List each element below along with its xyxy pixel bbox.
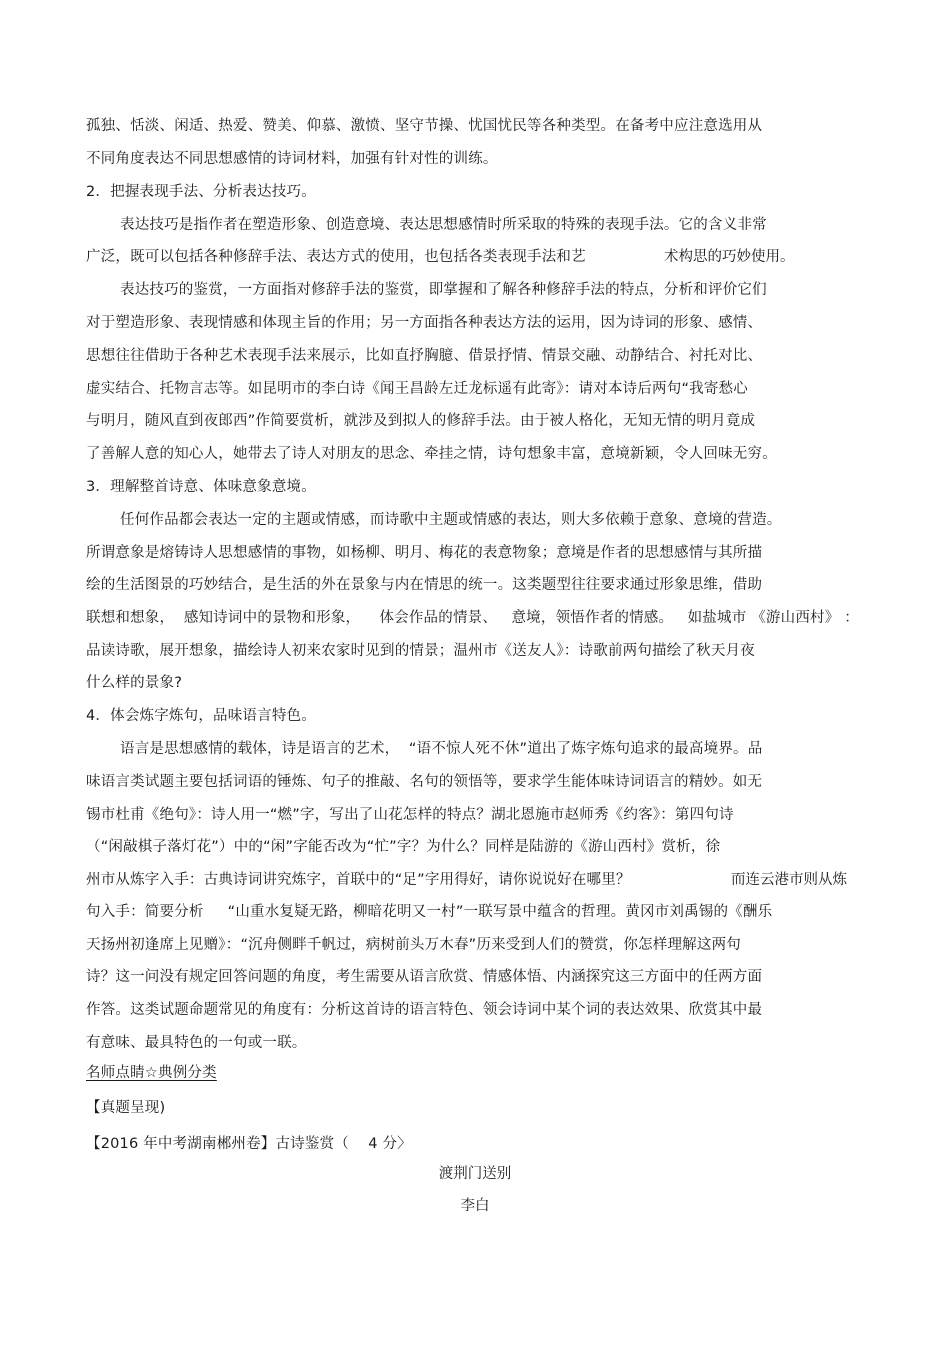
poem-title: 渡荆门送别 <box>438 1166 512 1182</box>
section-4-line-4: （“闲敲棋子落灯花”）中的“闲”字能否改为“忙”字？为什么？同样是陆游的《游山西村》赏析，徐 <box>86 839 721 855</box>
section-2-para-2-line-1: 表达技巧的鉴赏，一方面指对修辞手法的鉴赏，即掌握和了解各种修辞手法的特点，分析和评价它们 <box>120 282 767 298</box>
section-3-line-4: 联想和想象， 感知诗词中的景物和形象， 体会作品的情景、 意境，领悟作者的情感。 如盐城市 《游山西村》 ： <box>86 610 859 626</box>
section-4-line-7: 天扬州初逢席上见赠》：“沉舟侧畔千帆过，病树前头万木春”历来受到人们的赞赏，你怎样理解这两句 <box>86 937 741 953</box>
section-4-line-6: 句入手：简要分析 “山重水复疑无路，柳暗花明又一村”一联写景中蕴含的哲理。黄冈市刘禹锡的《酬乐 <box>86 904 773 920</box>
section-4-line-3: 锡市杜甫《绝句》：诗人用一“燃”字，写出了山花怎样的特点？湖北恩施市赵师秀《约客》：第四句诗 <box>86 807 734 823</box>
section-4-line-5a: 州市从炼字入手：古典诗词讲究炼字，首联中的“足”字用得好，请你说说好在哪里？ <box>86 872 631 888</box>
intro-line-2: 不同角度表达不同思想感情的诗词材料，加强有针对性的训练。 <box>86 151 498 167</box>
section-2-para-1-line-2a: 广泛，既可以包括各种修辞手法、表达方式的使用，也包括各类表现手法和艺 <box>86 249 586 265</box>
intro-line-1: 孤独、恬淡、闲适、热爱、赞美、仰慕、激愤、坚守节操、忧国忧民等各种类型。在备考中应注意选用从 <box>86 118 763 134</box>
section-2-para-1-line-1: 表达技巧是指作者在塑造形象、创造意境、表达思想感情时所采取的特殊的表现手法。它的含义非常 <box>120 217 767 233</box>
section-title: 名师点睛☆典例分类 <box>86 1065 217 1081</box>
section-3-line-6: 什么样的景象? <box>86 675 183 691</box>
section-4-line-5b: 而连云港市则从炼 <box>731 872 847 888</box>
section-4-line-2: 味语言类试题主要包括词语的锤炼、句子的推敲、名句的领悟等，要求学生能体味诗词语言的精妙。如无 <box>86 774 763 790</box>
poem-author: 李白 <box>460 1198 490 1214</box>
real-exam-label: 【真题呈现) <box>86 1100 166 1116</box>
section-4-line-8: 诗？这一问没有规定回答问题的角度，考生需要从语言欣赏、情感体悟、内涵探究这三方面中的任两方面 <box>86 969 763 985</box>
section-2-heading: 2．把握表现手法、分析表达技巧。 <box>86 184 316 200</box>
section-3-line-3: 绘的生活图景的巧妙结合，是生活的外在景象与内在情思的统一。这类题型往往要求通过形象思维，借助 <box>86 577 763 593</box>
section-3-line-5: 品读诗歌，展开想象，描绘诗人初来农家时见到的情景；温州市《送友人》：诗歌前两句描绘了秋天月夜 <box>86 643 755 659</box>
section-2-para-2-line-2: 对于塑造形象、表现情感和体现主旨的作用；另一方面指各种表达方法的运用，因为诗词的形象、感情、 <box>86 315 763 331</box>
section-3-line-1: 任何作品都会表达一定的主题或情感，而诗歌中主题或情感的表达，则大多依赖于意象、意境的营造。 <box>120 512 782 528</box>
section-3-line-2: 所谓意象是熔铸诗人思想感情的事物，如杨柳、明月、梅花的表意物象；意境是作者的思想感情与其所描 <box>86 545 763 561</box>
section-2-para-2-line-3: 思想往往借助于各种艺术表现手法来展示，比如直抒胸臆、借景抒情、情景交融、动静结合、衬托对比、 <box>86 348 763 364</box>
section-2-para-2-line-5: 与明月，随风直到夜郎西”作简要赏析，就涉及到拟人的修辞手法。由于被人格化，无知无情的明月竟成 <box>86 413 756 429</box>
section-2-para-2-line-4: 虚实结合、托物言志等。如昆明市的李白诗《闻王昌龄左迁龙标遥有此寄》：请对本诗后两句“我寄愁心 <box>86 381 748 397</box>
exam-source-line: 【2016 年中考湖南郴州卷】古诗鉴赏（ 4 分〉 <box>86 1136 412 1152</box>
section-2-para-1-line-2b: 术构思的巧妙使用。 <box>664 249 795 265</box>
section-4-line-9: 作答。这类试题命题常见的角度有：分析这首诗的语言特色、领会诗词中某个词的表达效果、欣赏其中最 <box>86 1002 763 1018</box>
section-2-para-2-line-6: 了善解人意的知心人，她带去了诗人对朋友的思念、牵挂之情，诗句想象丰富，意境新颖，令人回味无穷。 <box>86 446 777 462</box>
section-4-heading: 4．体会炼字炼句，品味语言特色。 <box>86 708 316 724</box>
section-3-heading: 3．理解整首诗意、体味意象意境。 <box>86 479 316 495</box>
section-4-line-1: 语言是思想感情的载体，诗是语言的艺术， “语不惊人死不休”道出了炼字炼句追求的最高境界。品 <box>120 741 763 757</box>
section-4-line-10: 有意味、最具特色的一句或一联。 <box>86 1035 307 1051</box>
